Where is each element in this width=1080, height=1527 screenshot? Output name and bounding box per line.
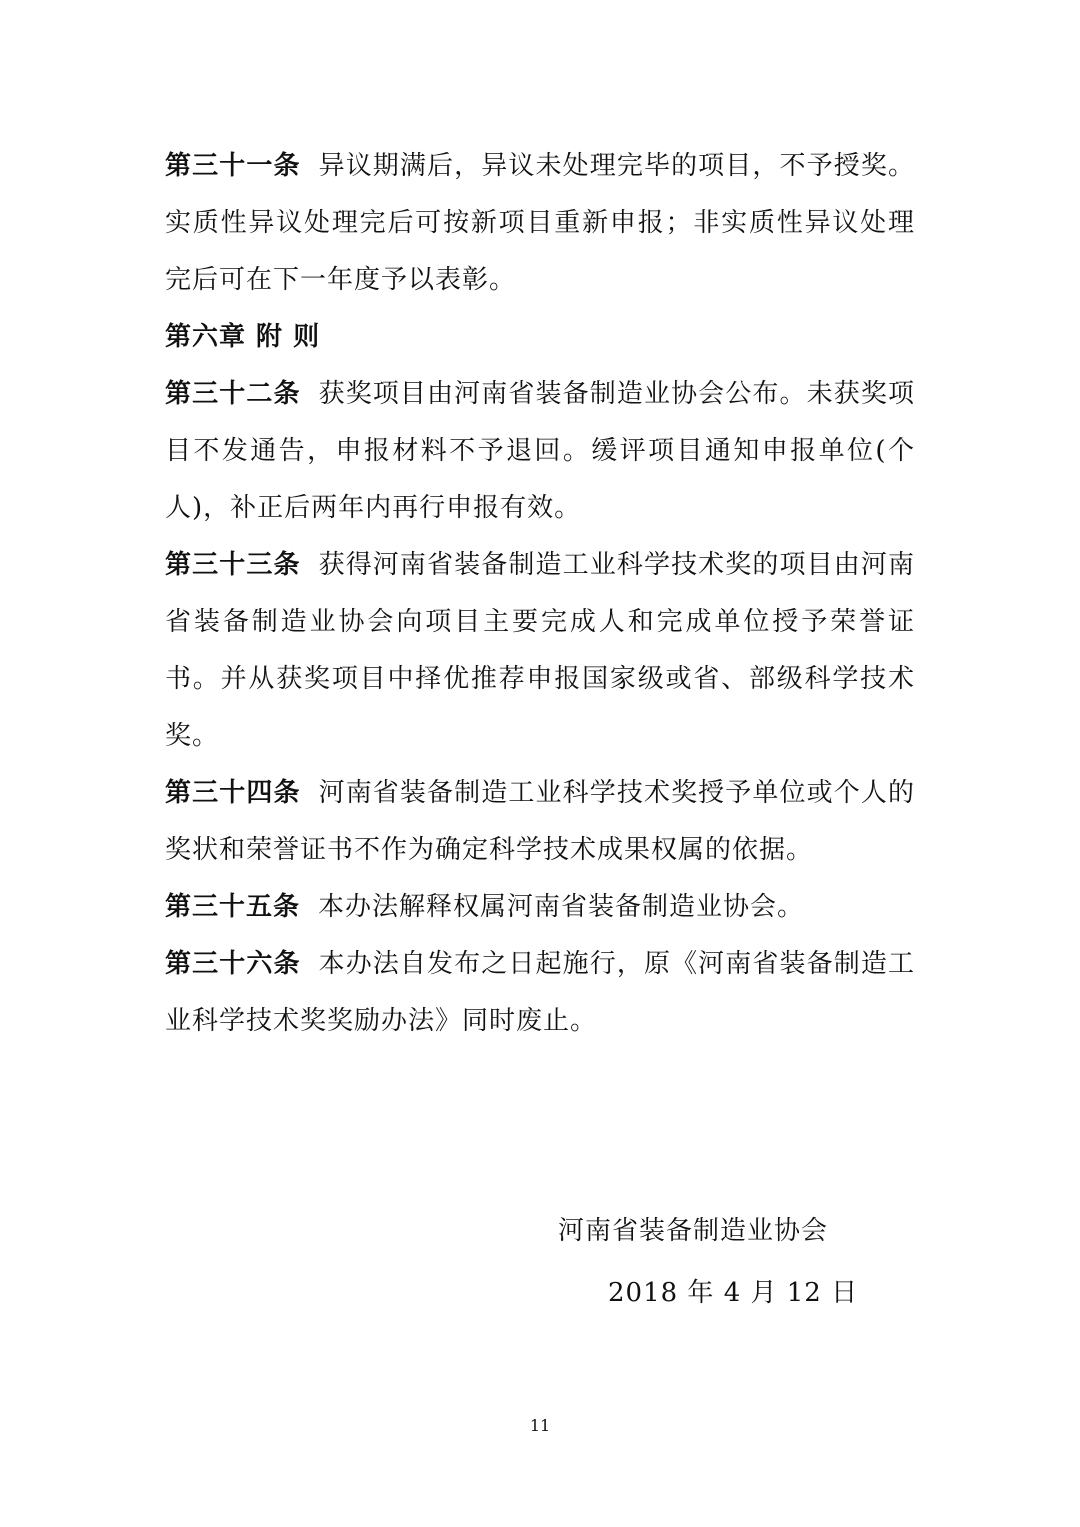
article-label: 第三十六条 [165,949,301,979]
chapter-heading: 第六章 附 则 [165,322,321,352]
article-text: 获得河南省装备制造工业科学技术奖的项目由河南省装备制造业协会向项目主要完成人和完成单位授予荣誉证书。并从获奖项目中择优推荐申报国家级或省、部级科学技术奖。 [165,550,915,751]
article-text: 异议期满后，异议未处理完毕的项目，不予授奖。实质性异议处理完后可按新项目重新申报；非实质性异议处理完后可在下一年度予以表彰。 [165,151,915,295]
signature-organization: 河南省装备制造业协会 [558,1216,829,1246]
article-text: 本办法解释权属河南省装备制造业协会。 [318,892,805,922]
article-31 [165,138,915,309]
article-32 [165,366,915,537]
article-33 [165,537,915,765]
article-36 [165,936,915,1050]
article-34 [165,765,915,879]
article-35 [165,879,915,936]
page-number: 11 [529,1416,551,1435]
signature-date: 2018 年 4 月 12 日 [608,1278,859,1308]
document-body [165,138,915,1050]
article-label: 第三十三条 [165,550,301,580]
article-label: 第三十一条 [165,151,301,181]
article-text: 获奖项目由河南省装备制造业协会公布。未获奖项目不发通告，申报材料不予退回。缓评项目通知申报单位(个人)，补正后两年内再行申报有效。 [165,379,915,523]
article-label: 第三十二条 [165,379,301,409]
article-label: 第三十五条 [165,892,301,922]
article-text: 本办法自发布之日起施行，原《河南省装备制造工业科学技术奖奖励办法》同时废止。 [165,949,915,1036]
article-text: 河南省装备制造工业科学技术奖授予单位或个人的奖状和荣誉证书不作为确定科学技术成果权属的依据。 [165,778,915,865]
article-label: 第三十四条 [165,778,301,808]
